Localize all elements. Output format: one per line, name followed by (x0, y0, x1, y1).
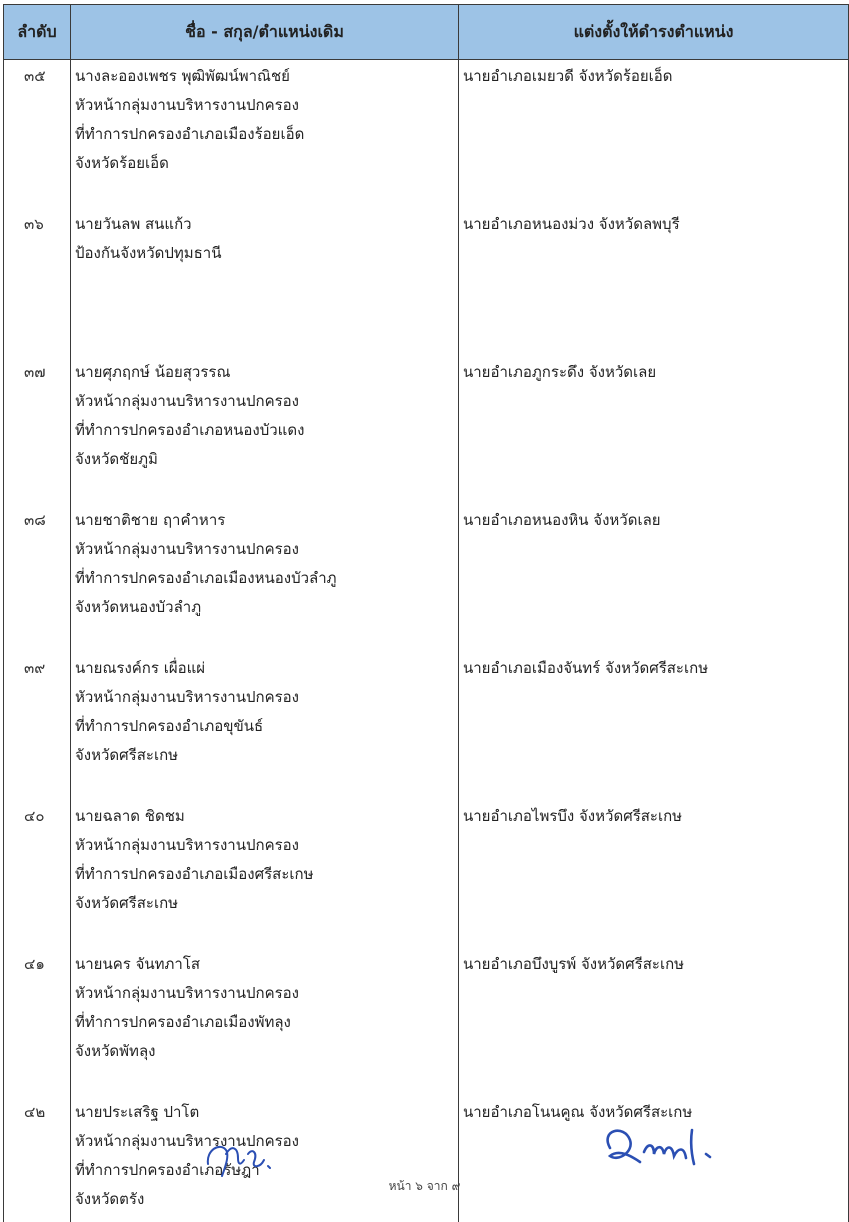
name-and-former-position (71, 800, 459, 948)
person-name: นายศุภฤกษ์ น้อยสุวรรณ (75, 363, 231, 381)
former-position-line: จังหวัดศรีสะเกษ (75, 894, 179, 912)
name-and-former-position (71, 356, 459, 504)
appointment-table (3, 4, 849, 1222)
signature-initials-left (202, 1130, 282, 1180)
table-row (4, 356, 849, 504)
name-and-former-position (71, 60, 459, 209)
new-position: นายอำเภอเมยวดี จังหวัดร้อยเอ็ด (459, 60, 849, 209)
row-number: ๓๗ (4, 356, 71, 504)
new-position: นายอำเภอหนองม่วง จังหวัดลพบุรี (459, 208, 849, 356)
page-footer: หน้า ๖ จาก ๙ (388, 1179, 461, 1193)
row-number: ๔๒ (4, 1096, 71, 1222)
header-new-position: แต่งตั้งให้ดำรงตำแหน่ง (459, 5, 849, 60)
former-position-line: จังหวัดชัยภูมิ (75, 450, 158, 468)
former-position-line: ที่ทำการปกครองอำเภอขุขันธ์ (75, 717, 264, 735)
table-row (4, 800, 849, 948)
former-position-line: ที่ทำการปกครองอำเภอเมืองศรีสะเกษ (75, 865, 314, 883)
former-position-line: ป้องกันจังหวัดปทุมธานี (75, 244, 222, 262)
new-position: นายอำเภอไพรบึง จังหวัดศรีสะเกษ (459, 800, 849, 948)
table-row (4, 504, 849, 652)
former-position-line: ที่ทำการปกครองอำเภอหนองบัวแดง (75, 421, 305, 439)
name-and-former-position (71, 504, 459, 652)
former-position-line: จังหวัดพัทลุง (75, 1042, 156, 1060)
former-position-line: จังหวัดศรีสะเกษ (75, 746, 179, 764)
former-position-line: หัวหน้ากลุ่มงานบริหารงานปกครอง (75, 1132, 300, 1150)
table-row (4, 208, 849, 356)
person-name: นายประเสริฐ ปาโต (75, 1103, 200, 1121)
name-and-former-position (71, 948, 459, 1096)
header-name: ชื่อ - สกุล/ตำแหน่งเดิม (71, 5, 459, 60)
table-row (4, 60, 849, 209)
person-name: นายชาติชาย ฤาคำหาร (75, 511, 226, 529)
former-position-line: จังหวัดตรัง (75, 1190, 145, 1208)
former-position-line: จังหวัดร้อยเอ็ด (75, 154, 169, 172)
former-position-line: ที่ทำการปกครองอำเภอเมืองหนองบัวลำภู (75, 569, 337, 587)
signature-right (600, 1118, 730, 1178)
table-row (4, 948, 849, 1096)
row-number: ๔๑ (4, 948, 71, 1096)
table-row (4, 652, 849, 800)
row-number: ๓๙ (4, 652, 71, 800)
header-no: ลำดับ (4, 5, 71, 60)
former-position-line: ที่ทำการปกครองอำเภอรัษฎา (75, 1161, 260, 1179)
new-position: นายอำเภอบึงบูรพ์ จังหวัดศรีสะเกษ (459, 948, 849, 1096)
row-number: ๓๖ (4, 208, 71, 356)
new-position: นายอำเภอหนองหิน จังหวัดเลย (459, 504, 849, 652)
row-number: ๓๘ (4, 504, 71, 652)
former-position-line: หัวหน้ากลุ่มงานบริหารงานปกครอง (75, 392, 300, 410)
person-name: นายฉลาด ชิดชม (75, 807, 185, 825)
former-position-line: หัวหน้ากลุ่มงานบริหารงานปกครอง (75, 836, 300, 854)
former-position-line: หัวหน้ากลุ่มงานบริหารงานปกครอง (75, 96, 300, 114)
row-number: ๔๐ (4, 800, 71, 948)
person-name: นายนคร จันทภาโส (75, 955, 201, 973)
table-header-row (4, 5, 849, 60)
person-name: นางละอองเพชร พุฒิพัฒน์พาณิชย์ (75, 67, 290, 85)
former-position-line: ที่ทำการปกครองอำเภอเมืองร้อยเอ็ด (75, 125, 305, 143)
name-and-former-position (71, 208, 459, 356)
new-position: นายอำเภอโนนคูณ จังหวัดศรีสะเกษ (459, 1096, 849, 1222)
person-name: นายวันลพ สนแก้ว (75, 215, 192, 233)
person-name: นายณรงค์กร เผื่อแผ่ (75, 659, 206, 677)
former-position-line: หัวหน้ากลุ่มงานบริหารงานปกครอง (75, 540, 300, 558)
new-position: นายอำเภอเมืองจันทร์ จังหวัดศรีสะเกษ (459, 652, 849, 800)
new-position: นายอำเภอภูกระดึง จังหวัดเลย (459, 356, 849, 504)
former-position-line: ที่ทำการปกครองอำเภอเมืองพัทลุง (75, 1013, 291, 1031)
former-position-line: หัวหน้ากลุ่มงานบริหารงานปกครอง (75, 984, 300, 1002)
name-and-former-position (71, 652, 459, 800)
former-position-line: จังหวัดหนองบัวลำภู (75, 598, 202, 616)
row-number: ๓๕ (4, 60, 71, 209)
former-position-line: หัวหน้ากลุ่มงานบริหารงานปกครอง (75, 688, 300, 706)
